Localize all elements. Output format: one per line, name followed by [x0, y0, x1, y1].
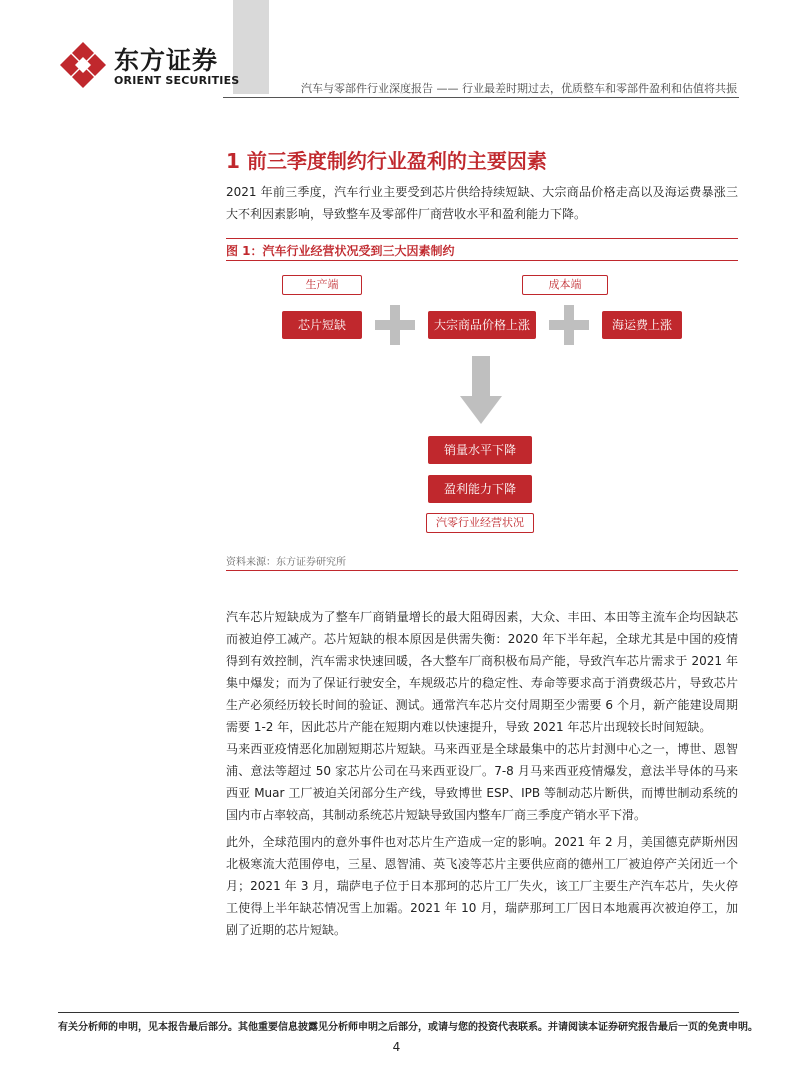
logo-chinese-name: 东方证券 [114, 46, 219, 75]
orient-logo-icon [58, 40, 108, 90]
down-arrow-icon [460, 356, 502, 424]
footer-disclaimer: 有关分析师的申明，见本报告最后部分。其他重要信息披露见分析师申明之后部分，或请与您的投资代表联系。并请阅读本证券研究报告最后一页的免责申明。 [58, 1022, 758, 1033]
footer-divider [58, 1012, 739, 1013]
label-cost: 成本端 [522, 275, 608, 295]
result-profit-decline: 盈利能力下降 [428, 475, 532, 503]
body-paragraph-2: 马来西亚疫情恶化加剧短期芯片短缺。马来西亚是全球最集中的芯片封测中心之一，博世、恩智浦、意法等超过 50 家芯片公司在马来西亚设厂。7-8 月马来西亚疫情爆发，意法半导体的马来西亚 Muar 工厂被迫关闭部分生产线，导致博世 ESP、IPB 等制动芯片断供，而博世制动系统的国内市占率较高，其制动系统芯片短缺导致国内整车厂商三季度产销水平下滑。 [226, 742, 738, 822]
page-number: 4 [392, 1040, 401, 1054]
plus-icon [375, 305, 415, 345]
orient-securities-logo [58, 40, 240, 90]
header-divider [223, 97, 739, 98]
section-intro: 2021 年前三季度，汽车行业主要受到芯片供给持续短缺、大宗商品价格走高以及海运费暴涨三大不利因素影响，导致整车及零部件厂商营收水平和盈利能力下降。 [226, 185, 738, 221]
label-production: 生产端 [282, 275, 362, 295]
figure-bottom-rule [226, 570, 738, 571]
figure-title-rule [226, 260, 738, 261]
body-paragraph-3: 此外，全球范围内的意外事件也对芯片生产造成一定的影响。2021 年 2 月，美国德克萨斯州因北极寒流大范围停电，三星、恩智浦、英飞凌等芯片主要供应商的德州工厂被迫停产关闭近一个月；2021 年 3 月，瑞萨电子位于日本那珂的芯片工厂失火，该工厂主要生产汽车芯片，失火停工使得上半年缺芯情况雪上加霜。2021 年 10 月，瑞萨那珂工厂因日本地震再次被迫停工，加剧了近期的芯片短缺。 [226, 835, 738, 937]
plus-icon [549, 305, 589, 345]
figure-top-rule [226, 238, 738, 239]
factor-commodity-price: 大宗商品价格上涨 [428, 311, 536, 339]
figure-title: 图 1：汽车行业经营状况受到三大因素制约 [226, 244, 455, 258]
result-label: 汽零行业经营状况 [426, 513, 534, 533]
report-header-title: 汽车与零部件行业深度报告 —— 行业最差时期过去，优质整车和零部件盈利和估值将共振 [301, 82, 737, 95]
result-sales-decline: 销量水平下降 [428, 436, 532, 464]
figure-source: 资料来源：东方证券研究所 [226, 557, 346, 568]
factor-chip-shortage: 芯片短缺 [282, 311, 362, 339]
body-paragraph-1: 汽车芯片短缺成为了整车厂商销量增长的最大阻碍因素，大众、丰田、本田等主流车企均因缺芯而被迫停工减产。芯片短缺的根本原因是供需失衡：2020 年下半年起，全球尤其是中国的疫情得到有效控制，汽车需求快速回暖，各大整车厂商积极布局产能，导致汽车芯片需求于 2021 年集中爆发；而为了保证行驶安全，车规级芯片的稳定性、寿命等要求高于消费级芯片，导致芯片生产必须经历较长时间的验证、测试。通常汽车芯片交付周期至少需要 6 个月，新产能建设周期需要 1-2 年，因此芯片产能在短期内难以快速提升，导致 2021 年芯片出现较长时间短缺。 [226, 610, 738, 734]
factor-shipping-cost: 海运费上涨 [602, 311, 682, 339]
section-title: 1 前三季度制约行业盈利的主要因素 [226, 149, 547, 173]
logo-english-name: ORIENT SECURITIES [114, 74, 240, 87]
